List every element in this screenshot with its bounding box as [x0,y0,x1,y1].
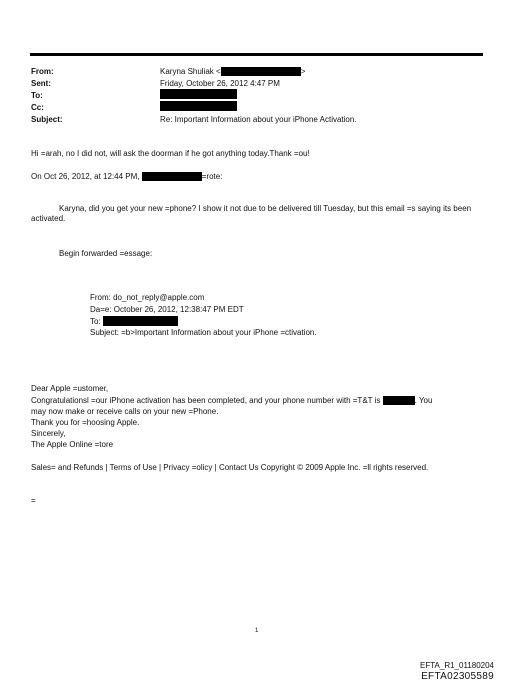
reply-line: Hi =arah, no I did not, will ask the doorman if he got anything today.Thank =ou! [31,149,310,158]
karyna-message: Karyna, did you get your new =phone? I show it not due to be delivered till Tuesday, but this email =s saying its been activated. [31,204,472,223]
page-number: 1 [255,628,259,634]
redaction-bar [160,101,237,111]
forwarded-subject: Subject: =b>Important Information about your iPhone =ctivation. [90,328,317,337]
congrats-line [31,396,432,406]
redaction-bar [142,172,202,181]
efta-stamp: EFTA02305589 [421,671,494,682]
redaction-bar [221,67,301,76]
subject-label: Subject: [31,115,63,124]
from-label: From: [31,67,54,76]
efta-r1-stamp: EFTA_R1_01180204 [420,661,494,670]
from-value [160,67,305,77]
to-label: To: [31,91,43,100]
congrats-end: . You [414,396,433,405]
from-name: Karyna Shuliak < [160,67,221,76]
forwarded-date: Da=e: October 26, 2012, 12:38:47 PM EDT [90,305,244,314]
congrats-start: Congratulationsl =our iPhone activation has been completed, and your phone number with =T&T is [31,396,381,405]
thank-you-line: Thank you for =hoosing Apple. [31,418,140,427]
redaction-bar [160,89,237,99]
begin-forwarded: Begin forwarded =essage: [59,249,153,258]
forwarded-from: From: do_not_reply@apple.com [90,293,205,302]
quote-intro [31,172,222,182]
redaction-bar [103,316,178,326]
cc-value [160,101,237,112]
quote-intro-end: =rote: [201,172,223,181]
sincerely-line: Sincerely, [31,429,66,438]
dear-line: Dear Apple =ustomer, [31,384,109,393]
sent-label: Sent: [31,79,51,88]
forwarded-to [90,316,178,327]
may-now-line: may now make or receive calls on your new =Phone. [31,407,219,416]
redaction-bar [383,396,415,405]
cc-label: Cc: [31,103,44,112]
from-close: > [300,67,306,76]
trailing-equals: = [31,496,36,505]
subject-value: Re: Important Information about your iPhone Activation. [160,115,357,124]
quote-intro-start: On Oct 26, 2012, at 12:44 PM, [31,172,140,181]
to-value [160,89,237,100]
header-rule [30,53,483,56]
forwarded-to-label: To: [90,317,101,326]
store-line: The Apple Online =tore [31,440,114,449]
sent-value: Friday, October 26, 2012 4:47 PM [160,79,280,88]
footer-links: Sales= and Refunds | Terms of Use | Privacy =olicy | Contact Us Copyright © 2009 Apple Inc. =ll rights reserved. [31,463,429,472]
